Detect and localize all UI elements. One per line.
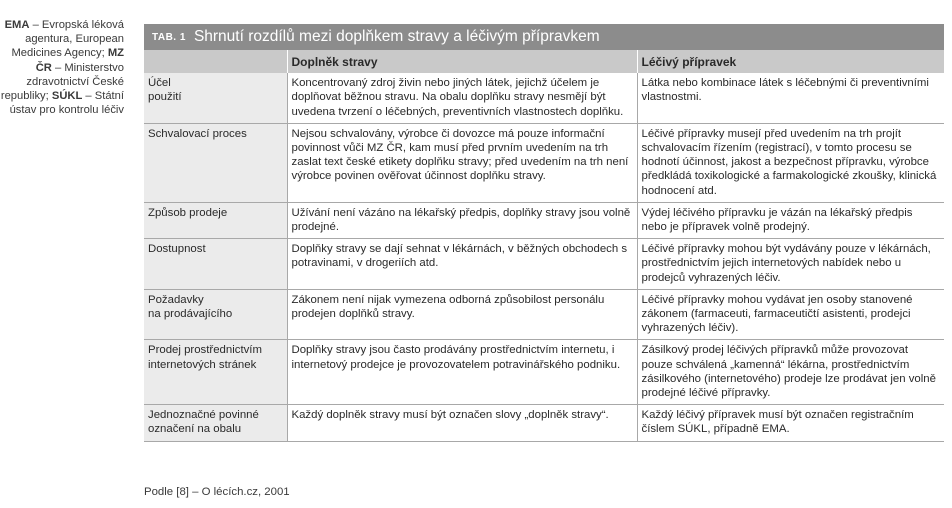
row-label: Jednoznačné povinné označení na obalu	[144, 405, 287, 441]
table-cell: Doplňky stravy se dají sehnat v lékárnách, v běžných obchodech s potravinami, v drogeriích atd.	[287, 239, 637, 290]
table-cell: Léčivé přípravky mohou vydávat jen osoby stanovené zákonem (farmaceuti, farmaceutičtí asistenti, prodejci vyhrazených léčiv).	[637, 289, 944, 340]
table-number: TAB. 1	[152, 31, 186, 43]
table-caption	[144, 24, 944, 50]
row-label: Způsob prodeje	[144, 202, 287, 238]
row-label: Požadavky na prodávajícího	[144, 289, 287, 340]
table-title: Shrnutí rozdílů mezi doplňkem stravy a léčivým přípravkem	[193, 28, 600, 45]
abbr-sukl-text: – Státní ústav pro kontrolu léčiv	[9, 90, 124, 117]
column-header: Léčivý přípravek	[637, 50, 944, 73]
table-header-row	[144, 50, 944, 73]
table-row	[144, 289, 944, 340]
table-cell: Zásilkový prodej léčivých přípravků může provozovat pouze schválená „kamenná“ lékárna, prostřednictvím zásilkového (internetového) prodeje lze prodávat jen volně prodejné léčivé přípravky.	[637, 340, 944, 405]
row-label: Dostupnost	[144, 239, 287, 290]
table-cell: Nejsou schvalovány, výrobce či dovozce má pouze informační povinnost vůči MZ ČR, kam musí před prvním uvedením na trh zaslat text české etikety doplňku stravy; před uvedením na trh není výrobce povinen ověřovat účinnost doplňku stravy.	[287, 123, 637, 202]
table-row	[144, 202, 944, 238]
comparison-table-block	[144, 24, 944, 442]
table-cell: Léčivé přípravky mohou být vydávány pouze v lékárnách, prostřednictvím jejich internetových nabídek nebo u prodejců vyhrazených léčiv.	[637, 239, 944, 290]
row-label: Schvalovací proces	[144, 123, 287, 202]
table-cell: Doplňky stravy jsou často prodávány prostřednictvím internetu, i internetový prodejce je provozovatelem potravinářského podniku.	[287, 340, 637, 405]
table-cell: Léčivé přípravky musejí před uvedením na trh projít schvalovacím řízením (registrací), v tomto procesu se hodnotí účinnost, jakost a bezpečnost přípravku, výrobce předkládá toxikologické a farmakologické zkoušky, klinická hodnocení atd.	[637, 123, 944, 202]
column-header: Doplněk stravy	[287, 50, 637, 73]
row-label: Účel použití	[144, 73, 287, 123]
table-row	[144, 123, 944, 202]
abbreviations-note	[0, 18, 124, 117]
table-row	[144, 405, 944, 441]
column-header	[144, 50, 287, 73]
abbr-ema-text: – Evropská léková agentura, European Medicines Agency;	[11, 19, 124, 60]
source-credit: Podle [8] – O lécích.cz, 2001	[144, 486, 290, 498]
table-cell: Koncentrovaný zdroj živin nebo jiných látek, jejichž účelem je doplňovat běžnou stravu. Na obalu doplňku stravy nesmějí být uvedena tvrzení o léčebných, preventivních vlastnostech doplňku.	[287, 73, 637, 123]
table-row	[144, 73, 944, 123]
table-cell: Užívání není vázáno na lékařský předpis, doplňky stravy jsou volně prodejné.	[287, 202, 637, 238]
table-cell: Každý léčivý přípravek musí být označen registračním číslem SÚKL, případně EMA.	[637, 405, 944, 441]
row-label: Prodej prostřednictvím internetových stránek	[144, 340, 287, 405]
table-cell: Látka nebo kombinace látek s léčebnými či preventivními vlastnostmi.	[637, 73, 944, 123]
table-row	[144, 239, 944, 290]
abbr-ema: EMA	[4, 19, 30, 31]
table-cell: Každý doplněk stravy musí být označen slovy „doplněk stravy“.	[287, 405, 637, 441]
table-row	[144, 340, 944, 405]
abbr-sukl: SÚKL	[51, 90, 83, 103]
comparison-table	[144, 50, 944, 442]
abbr-mzcr: MZ ČR	[35, 47, 124, 74]
table-cell: Výdej léčivého přípravku je vázán na lékařský předpis nebo je přípravek volně prodejný.	[637, 202, 944, 238]
abbr-mzcr-text: – Ministerstvo zdravotnictví České republiky;	[0, 61, 124, 103]
table-cell: Zákonem není nijak vymezena odborná způsobilost personálu prodejen doplňků stravy.	[287, 289, 637, 340]
